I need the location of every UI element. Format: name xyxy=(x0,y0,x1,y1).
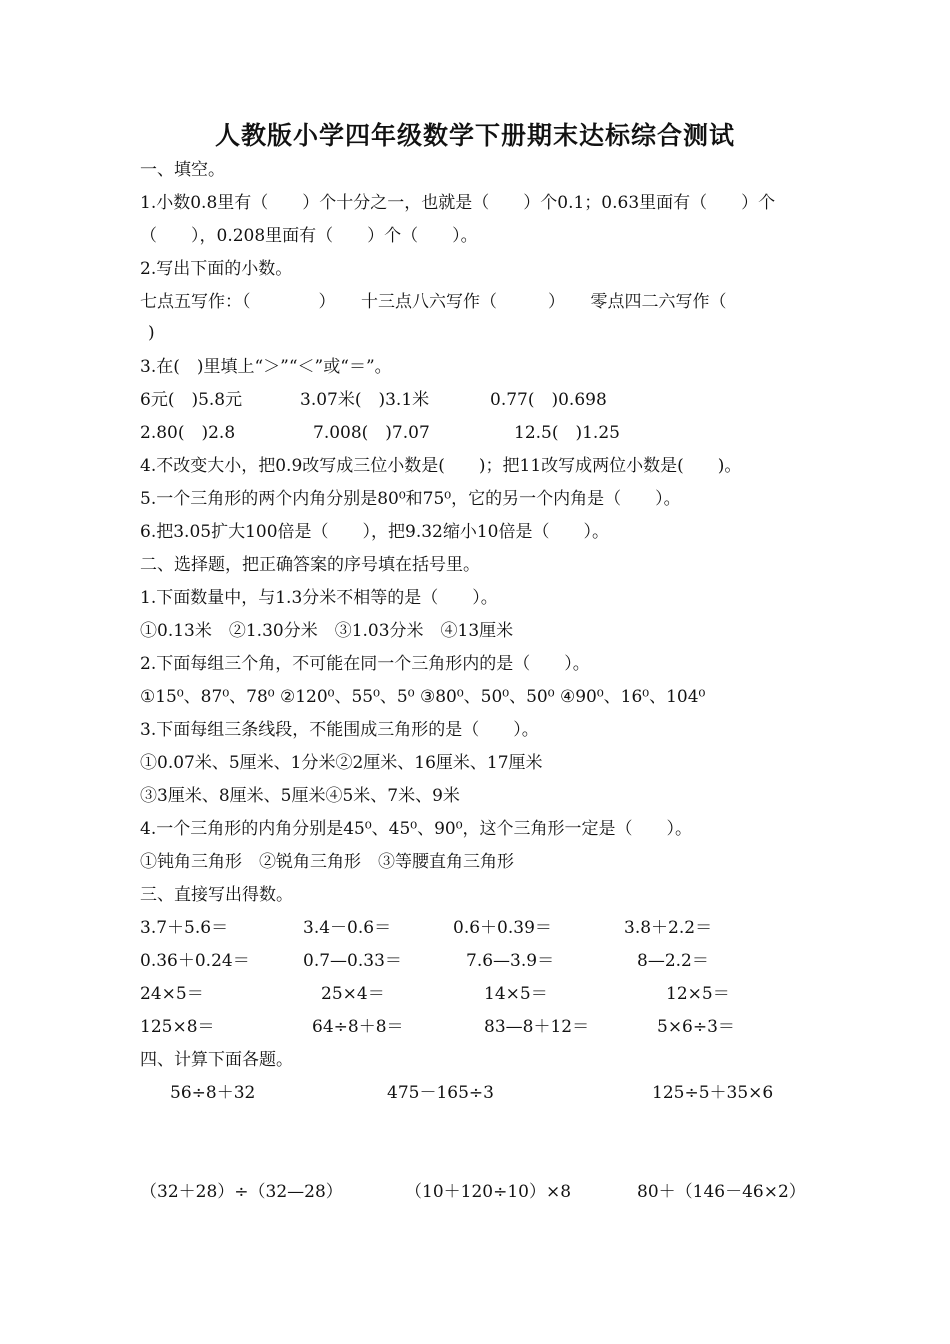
s1-q2-items: 七点五写作：（ ） 十三点八六写作（ ） 零点四二六写作（ xyxy=(140,292,727,312)
s3-r4-c3: 83—8＋12＝ xyxy=(484,1017,590,1037)
s1-q3-r1-c3: 0.77( )0.698 xyxy=(490,390,607,410)
s2-q2-options: ①15⁰、87⁰、78⁰ ②120⁰、55⁰、5⁰ ③80⁰、50⁰、50⁰ ④90⁰、16⁰、104⁰ xyxy=(140,687,706,707)
s3-r2-c4: 8—2.2＝ xyxy=(637,951,709,971)
s1-q3-r1-c1: 6元( )5.8元 xyxy=(140,390,243,410)
s3-r2-c1: 0.36＋0.24＝ xyxy=(140,951,250,971)
section4-heading: 四、计算下面各题。 xyxy=(140,1050,293,1070)
s1-q1-line1: 1.小数0.8里有（ ）个十分之一，也就是（ ）个0.1；0.63里面有（ ）个 xyxy=(140,193,776,213)
s1-q4: 4.不改变大小，把0.9改写成三位小数是( )；把11改写成两位小数是( )。 xyxy=(140,456,742,476)
s2-q1: 1.下面数量中，与1.3分米不相等的是（ ）。 xyxy=(140,588,498,608)
s3-r3-c4: 12×5＝ xyxy=(666,984,730,1004)
s4-r1-c2: 475－165÷3 xyxy=(387,1083,494,1103)
s1-q3: 3.在( )里填上“＞”“＜”或“＝”。 xyxy=(140,357,392,377)
s2-q4-options: ①钝角三角形 ②锐角三角形 ③等腰直角三角形 xyxy=(140,852,514,872)
page-title: 人教版小学四年级数学下册期末达标综合测试 xyxy=(214,121,735,150)
s4-r2-c1: （32＋28）÷（32—28） xyxy=(140,1182,343,1202)
s3-r1-c1: 3.7＋5.6＝ xyxy=(140,918,229,938)
s3-r2-c2: 0.7—0.33＝ xyxy=(303,951,402,971)
s3-r4-c2: 64÷8＋8＝ xyxy=(312,1017,404,1037)
s3-r3-c3: 14×5＝ xyxy=(484,984,548,1004)
s3-r1-c3: 0.6＋0.39＝ xyxy=(453,918,552,938)
s3-r3-c2: 25×4＝ xyxy=(321,984,385,1004)
s4-r2-c3: 80＋（146－46×2） xyxy=(637,1182,806,1202)
s2-q3-options2: ③3厘米、8厘米、5厘米④5米、7米、9米 xyxy=(140,786,460,806)
s1-q5: 5.一个三角形的两个内角分别是80⁰和75⁰，它的另一个内角是（ ）。 xyxy=(140,489,681,509)
section3-heading: 三、直接写出得数。 xyxy=(140,885,293,905)
s1-q1-line2: （ ），0.208里面有（ ）个（ ）。 xyxy=(140,226,478,246)
s2-q1-options: ①0.13米 ②1.30分米 ③1.03分米 ④13厘米 xyxy=(140,621,514,641)
s1-q3-r2-c3: 12.5( )1.25 xyxy=(514,423,620,443)
s1-q3-r2-c1: 2.80( )2.8 xyxy=(140,423,236,443)
s4-r1-c3: 125÷5＋35×6 xyxy=(652,1083,774,1103)
s1-q2: 2.写出下面的小数。 xyxy=(140,259,293,279)
s2-q4: 4.一个三角形的内角分别是45⁰、45⁰、90⁰，这个三角形一定是（ ）。 xyxy=(140,819,693,839)
s4-r1-c1: 56÷8＋32 xyxy=(170,1083,256,1103)
section2-heading: 二、选择题，把正确答案的序号填在括号里。 xyxy=(140,555,480,575)
s2-q2: 2.下面每组三个角，不可能在同一个三角形内的是（ ）。 xyxy=(140,654,590,674)
section1-heading: 一、填空。 xyxy=(140,160,225,180)
s3-r4-c4: 5×6÷3＝ xyxy=(657,1017,735,1037)
s4-r2-c2: （10＋120÷10）×8 xyxy=(405,1182,572,1202)
s3-r1-c2: 3.4－0.6＝ xyxy=(303,918,392,938)
s1-q3-r2-c2: 7.008( )7.07 xyxy=(313,423,430,443)
s3-r2-c3: 7.6—3.9＝ xyxy=(466,951,555,971)
s1-q2-items-cont: ) xyxy=(148,323,155,343)
s3-r1-c4: 3.8＋2.2＝ xyxy=(624,918,713,938)
s1-q3-r1-c2: 3.07米( )3.1米 xyxy=(300,390,430,410)
s2-q3-options1: ①0.07米、5厘米、1分米②2厘米、16厘米、17厘米 xyxy=(140,753,543,773)
s3-r3-c1: 24×5＝ xyxy=(140,984,204,1004)
s1-q6: 6.把3.05扩大100倍是（ ），把9.32缩小10倍是（ ）。 xyxy=(140,522,610,542)
s3-r4-c1: 125×8＝ xyxy=(140,1017,215,1037)
s2-q3: 3.下面每组三条线段，不能围成三角形的是（ ）。 xyxy=(140,720,539,740)
